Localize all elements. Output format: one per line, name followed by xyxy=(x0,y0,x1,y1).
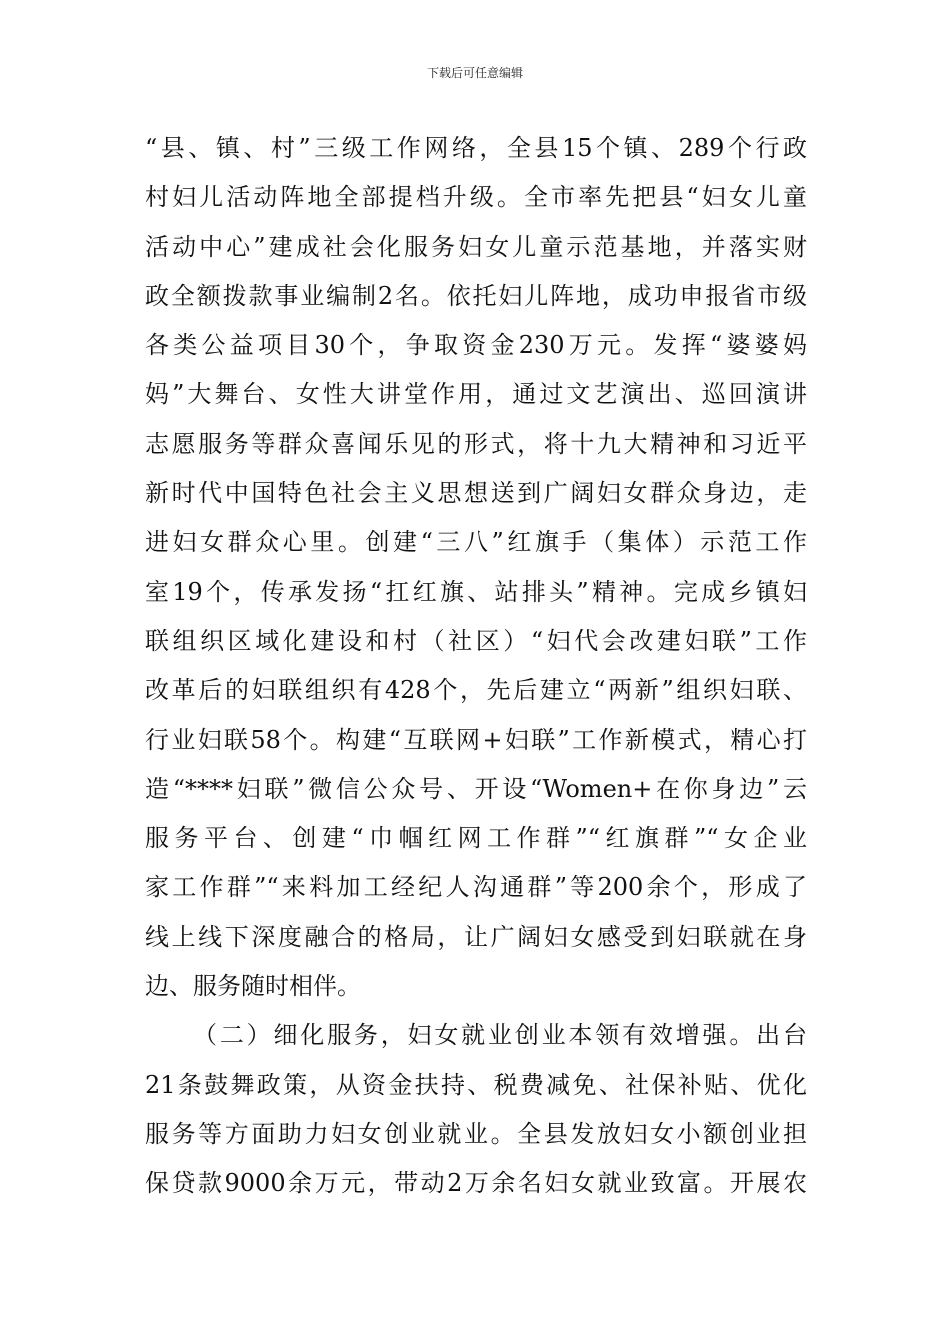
document-body xyxy=(145,124,807,1209)
text-line: 活动中心”建成社会化服务妇女儿童示范基地，并落实财 xyxy=(145,232,807,261)
text-line: 各类公益项目30个，争取资金230万元。发挥“婆婆妈 xyxy=(145,331,807,360)
text-line: 服务平台、创建“巾帼红网工作群”“红旗群”“女企业 xyxy=(145,824,807,853)
text-line: 线上线下深度融合的格局，让广阔妇女感受到妇联就在身 xyxy=(145,922,807,951)
text-line: 志愿服务等群众喜闻乐见的形式，将十九大精神和习近平 xyxy=(145,429,807,458)
text-line: 21条鼓舞政策，从资金扶持、税费减免、社保补贴、优化 xyxy=(145,1070,807,1099)
text-line: 村妇儿活动阵地全部提档升级。全市率先把县“妇女儿童 xyxy=(145,183,807,212)
text-line: 造“****妇联”微信公众号、开设“Women+在你身边”云 xyxy=(145,774,807,803)
text-line: （二）细化服务，妇女就业创业本领有效增强。出台 xyxy=(193,1021,807,1050)
text-line: “县、镇、村”三级工作网络，全县15个镇、289个行政 xyxy=(145,134,807,162)
text-line: 家工作群”“来料加工经纪人沟通群”等200余个，形成了 xyxy=(145,873,807,902)
text-line: 保贷款9000余万元，带动2万余名妇女就业致富。开展农 xyxy=(145,1169,807,1198)
text-line: 政全额拨款事业编制2名。依托妇儿阵地，成功申报省市级 xyxy=(145,281,807,310)
page-header: 下载后可任意编辑 xyxy=(426,66,523,80)
paragraph-employment-service xyxy=(145,1011,807,1208)
text-line: 行业妇联58个。构建“互联网+妇联”工作新模式，精心打 xyxy=(145,725,807,754)
text-line: 边、服务随时相伴。 xyxy=(145,972,361,1001)
text-line: 室19个，传承发扬“扛红旗、站排头”精神。完成乡镇妇 xyxy=(145,577,807,606)
text-line: 妈”大舞台、女性大讲堂作用，通过文艺演出、巡回演讲 xyxy=(145,380,807,409)
text-line: 改革后的妇联组织有428个，先后建立“两新”组织妇联、 xyxy=(145,676,807,705)
text-line: 服务等方面助力妇女创业就业。全县发放妇女小额创业担 xyxy=(145,1119,807,1148)
text-line: 联组织区域化建设和村（社区）“妇代会改建妇联”工作 xyxy=(145,626,807,655)
paragraph-network xyxy=(145,124,807,1011)
text-line: 新时代中国特色社会主义思想送到广阔妇女群众身边，走 xyxy=(145,479,807,508)
text-line: 进妇女群众心里。创建“三八”红旗手（集体）示范工作 xyxy=(145,528,807,557)
